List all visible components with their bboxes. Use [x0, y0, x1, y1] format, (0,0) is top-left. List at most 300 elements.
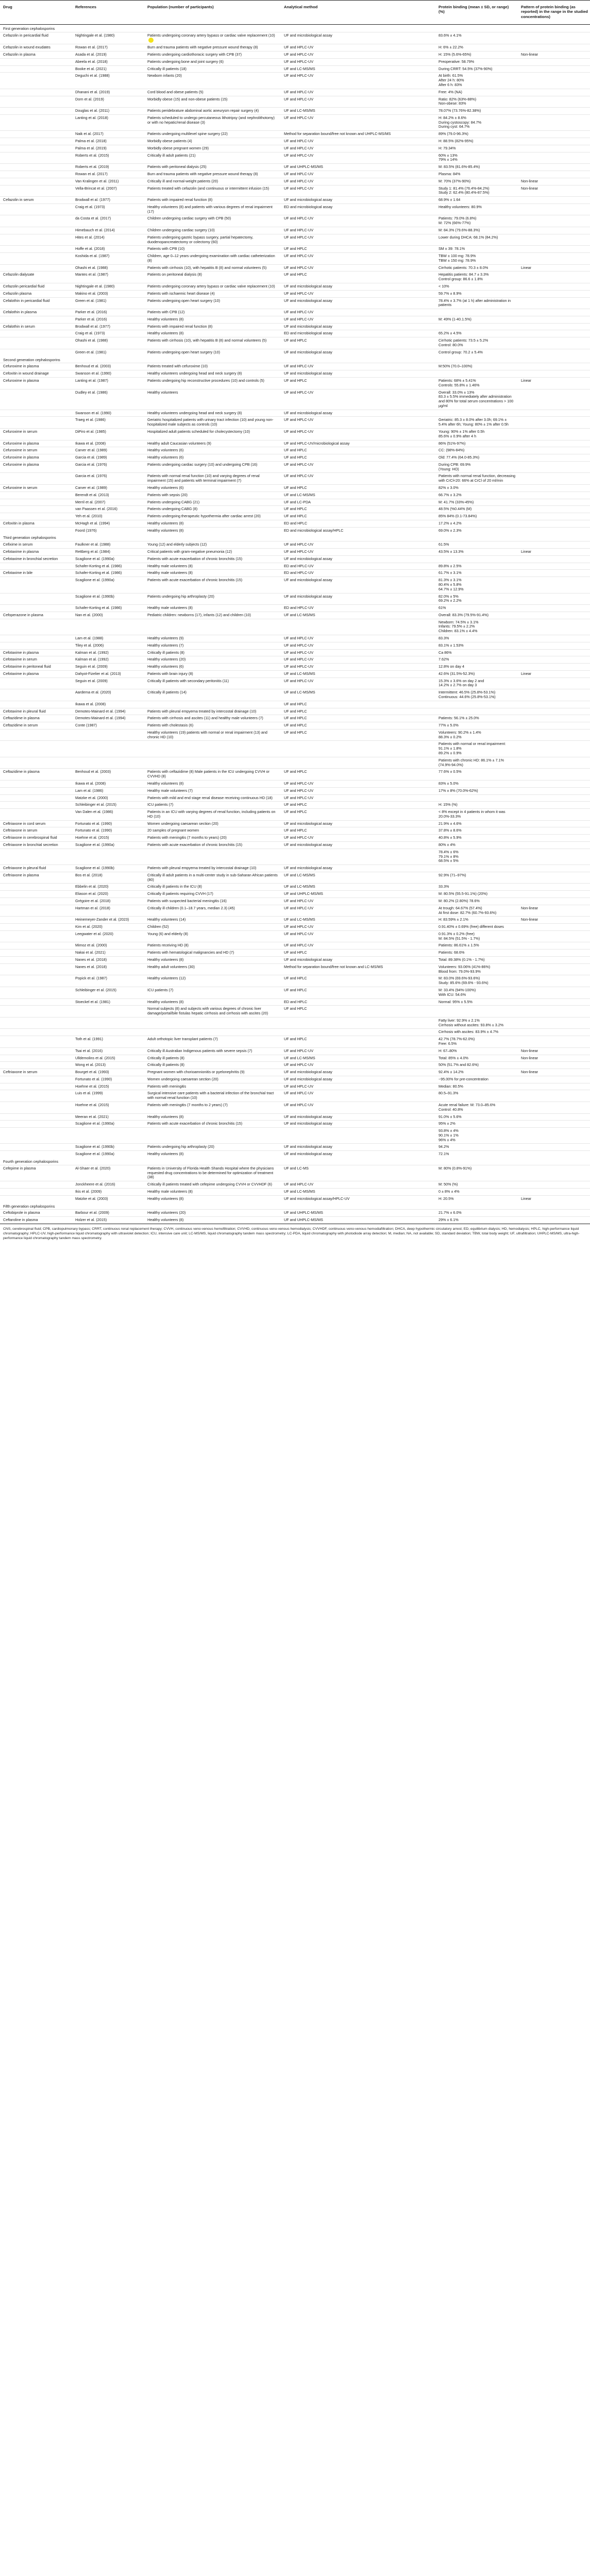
cell-population: Young (12) and elderly subjects (12) [144, 541, 281, 549]
table-row [0, 185, 590, 197]
cell-binding [435, 410, 518, 417]
cell-binding: M: 41.7% (33%-45%) [435, 499, 518, 506]
table-row [0, 1006, 590, 1018]
cell-binding: Median: 80.5% [435, 1083, 518, 1090]
cell-reference: Koshida et al. (1987) [72, 253, 144, 265]
cell-drug [0, 950, 72, 957]
cell-drug: Cefuroxime in serum [0, 447, 72, 454]
cell-pattern [518, 461, 590, 473]
cell-binding: Overall: 83.3% (79.5%-91.4%) [435, 612, 518, 619]
cell-population: Patients with suspected bacterial meningitis (16) [144, 898, 281, 905]
table-row [0, 246, 590, 253]
cell-pattern [518, 701, 590, 708]
cell-drug [0, 1076, 72, 1083]
cell-reference: Lanting et al. (2018) [72, 114, 144, 130]
cell-reference: Schafer-Korting et al. (1986) [72, 570, 144, 577]
cell-drug [0, 330, 72, 337]
cell-method [281, 1029, 435, 1036]
cell-pattern [518, 820, 590, 827]
cell-reference: Parker et al. (2016) [72, 316, 144, 323]
table-row [0, 370, 590, 378]
cell-pattern [518, 1121, 590, 1128]
cell-reference: Douglas et al. (2011) [72, 108, 144, 115]
cell-binding: 61.7% ± 3.1% [435, 570, 518, 577]
cell-method: UF and microbiological assay [281, 1076, 435, 1083]
table-row [0, 520, 590, 527]
cell-population: Critically ill patients treated with cefepime undergoing CVVH or CVVHDF (6) [144, 1181, 281, 1189]
cell-method: UF and HPLC-UV [281, 1083, 435, 1090]
cell-drug [0, 506, 72, 513]
cell-binding: 50% (51.7% and 82.6%) [435, 1062, 518, 1069]
cell-method: UF and HPLC-UV [281, 309, 435, 316]
table-row [0, 708, 590, 715]
cell-population: Patients with cirrhosis and ascites (11) and healthy male volunteers (7) [144, 715, 281, 722]
table-row [0, 410, 590, 417]
cell-method: UF and HPLC [281, 447, 435, 454]
cell-drug [0, 264, 72, 272]
cell-method: UF and HPLC-UV [281, 677, 435, 689]
cell-reference: Traeg et al. (1986) [72, 417, 144, 429]
cell-population: Patients with meningitis (7 months to 2 years) (7) [144, 1102, 281, 1114]
cell-drug: Cefotaxime in plasma [0, 649, 72, 656]
cell-population: Healthy volunteers (6) [144, 664, 281, 671]
cell-method: UF and UHPLC-MS/MS [281, 1210, 435, 1217]
table-row [0, 454, 590, 462]
section-title: First generation cephalosporins [3, 26, 55, 31]
cell-population: Patients undergoing hip arthroplasty (20) [144, 593, 281, 605]
cell-population: Morbidly obese (15) and non-obese patients (15) [144, 96, 281, 108]
cell-population: Geriatric hospitalized patients with urinary tract infection (10) and young non-hospitalized male subjects as controls (10) [144, 417, 281, 429]
table-row [0, 108, 590, 115]
cell-population: Healthy adult Caucasian volunteers (9) [144, 440, 281, 447]
cell-binding: 78.07% (73.76%-82.38%) [435, 108, 518, 115]
table-row [0, 664, 590, 671]
table-row [0, 1195, 590, 1202]
cell-reference: Nightingale et al. (1980) [72, 283, 144, 291]
table-row [0, 164, 590, 171]
cell-drug [0, 593, 72, 605]
cell-drug [0, 802, 72, 809]
table-row [0, 428, 590, 440]
cell-binding: 72.1% [435, 1151, 518, 1158]
cell-population: Healthy volunteers (6) [144, 485, 281, 492]
table-row [0, 884, 590, 891]
cell-binding: 37.8% ± 8.6% [435, 827, 518, 835]
cell-drug [0, 185, 72, 197]
cell-pattern [518, 337, 590, 349]
cell-drug [0, 924, 72, 931]
table-row [0, 835, 590, 842]
cell-pattern [518, 570, 590, 577]
cell-reference: Craig et al. (1973) [72, 330, 144, 337]
cell-pattern [518, 715, 590, 722]
cell-method: UF and HPLC-UV [281, 428, 435, 440]
cell-pattern [518, 316, 590, 323]
table-row [0, 722, 590, 730]
cell-method: UF and microbiological assay [281, 349, 435, 355]
cell-reference: Parker et al. (2016) [72, 309, 144, 316]
cell-population: Healthy adult volunteers (30) [144, 963, 281, 975]
cell-reference: Aardema et al. (2020) [72, 689, 144, 701]
cell-pattern: Non-linear [518, 905, 590, 917]
cell-population: Patients treated with cefazolin (and continuous or intermittent infusion (15) [144, 185, 281, 197]
cell-binding: During CRRT: 54.5% (37%-90%) [435, 65, 518, 73]
cell-drug [0, 499, 72, 506]
cell-binding: 21.7% ± 6.0% [435, 1210, 518, 1217]
cell-pattern [518, 998, 590, 1006]
cell-drug [0, 741, 72, 757]
table-row [0, 975, 590, 987]
cell-pattern [518, 924, 590, 931]
cell-drug: Cefotaxime in bile [0, 570, 72, 577]
cell-population: Patients with acute exacerbation of chronic bronchitis (15) [144, 555, 281, 563]
cell-binding: Control group: 70.2 ± 5.4% [435, 349, 518, 355]
cell-pattern [518, 246, 590, 253]
table-row [0, 1113, 590, 1121]
cell-reference: Garcia et al. (1976) [72, 473, 144, 485]
cell-method: UF and microbiological assay [281, 410, 435, 417]
cell-binding: Lower during DHCA: 68.1% (84.2%) [435, 234, 518, 246]
cell-population: Morbidly obese pregnant women (29) [144, 145, 281, 152]
cell-drug [0, 1090, 72, 1102]
cell-reference: Scaglione et al. (1990a) [72, 1151, 144, 1158]
cell-pattern [518, 197, 590, 204]
cell-population: Women undergoing caesarean section (20) [144, 820, 281, 827]
cell-pattern [518, 492, 590, 499]
cell-drug [0, 635, 72, 642]
cell-drug [0, 1062, 72, 1069]
cell-population: Patients undergoing gastric bypass surgery, partial hepatectomy, duodenopancreatectomy or colectomy (60) [144, 234, 281, 246]
cell-drug [0, 809, 72, 821]
cell-reference: Seguin et al. (2009) [72, 677, 144, 689]
table-row [0, 780, 590, 787]
cell-drug [0, 1055, 72, 1062]
cell-population: Critically ill adult patients in a multi-center study in sub-Saharan African patients (80) [144, 872, 281, 884]
cell-method: UF and microbiological assay [281, 577, 435, 593]
cell-pattern [518, 1036, 590, 1048]
cell-method: UF and HPLC [281, 975, 435, 987]
section-row [0, 24, 590, 32]
cell-binding [435, 865, 518, 872]
cell-population: Patients undergoing coronary artery bypass or cardiac valve replacement (10) [144, 32, 281, 44]
cell-reference: Ulldemolins et al. (2015) [72, 1055, 144, 1062]
cell-method: UF and HPLC [281, 802, 435, 809]
cell-drug: Cefotaxime in plasma [0, 670, 72, 677]
cell-population: Patients with cirrhosis (10), with hepatitis B (8) and normal volunteers (5) [144, 264, 281, 272]
table-body [0, 24, 590, 1224]
cell-pattern [518, 841, 590, 849]
cell-binding: SM ± 39: 78.1% [435, 246, 518, 253]
table-row [0, 272, 590, 283]
cell-binding: Overall: 33.0% ± 13% 83.3 ± 5.5% immediately after administration and 80% for total serum concentrations > 100 µg/ml [435, 389, 518, 410]
cell-binding: Patients: 79.0% (6.8%) M: 72% (66%-77%) [435, 215, 518, 227]
cell-binding: Ratio: 82% (63%-88%) Non-obese: 83% [435, 96, 518, 108]
cell-binding: 77.6% ± 0.5% [435, 769, 518, 781]
cell-method: UF and HPLC-UV [281, 924, 435, 931]
cell-drug [0, 701, 72, 708]
cell-method: Method for separation bound/free not known and LC-MS/MS [281, 963, 435, 975]
table-row [0, 440, 590, 447]
cell-reference: Toth et al. (1991) [72, 1036, 144, 1048]
cell-binding: Patients: 68.6% [435, 950, 518, 957]
cell-drug [0, 171, 72, 178]
cell-binding: 80.5–91.3% [435, 1090, 518, 1102]
cell-reference: Dhanani et al. (2019) [72, 89, 144, 96]
cell-pattern [518, 417, 590, 429]
table-row [0, 52, 590, 59]
cell-pattern [518, 593, 590, 605]
cell-reference: Kalman et al. (1992) [72, 656, 144, 664]
cell-reference: Scaglione et al. (1990a) [72, 555, 144, 563]
table-row [0, 32, 590, 44]
cell-drug [0, 246, 72, 253]
cell-drug: Cefuroxime in plasma [0, 440, 72, 447]
cell-pattern [518, 769, 590, 781]
cell-pattern [518, 506, 590, 513]
cell-method: UF and HPLC-UV [281, 89, 435, 96]
cell-method [281, 741, 435, 757]
cell-drug: Cefazolin plasma [0, 290, 72, 297]
cell-drug [0, 677, 72, 689]
table-row [0, 363, 590, 370]
cell-binding: Ca 86% [435, 649, 518, 656]
cell-reference: Ikawa et al. (2008) [72, 440, 144, 447]
cell-method: UF and HPLC [281, 715, 435, 722]
table-row [0, 1217, 590, 1224]
cell-pattern [518, 1210, 590, 1217]
cell-method: UF and microbiological assay [281, 197, 435, 204]
table-row [0, 642, 590, 649]
cell-binding: Patients with normal or renal impairment: 91.1% ± 1.8% 89.2% ± 0.9% [435, 741, 518, 757]
cell-reference: Luis et al. (1999) [72, 1090, 144, 1102]
cell-drug [0, 975, 72, 987]
cell-drug [0, 108, 72, 115]
cell-population [144, 1128, 281, 1144]
cell-population: Patients with meningitis (7 months to years) (20) [144, 835, 281, 842]
cell-population: Healthy male volunteers (8) [144, 570, 281, 577]
cell-pattern: Non-linear [518, 185, 590, 197]
cell-reference: Mantes et al. (1987) [72, 272, 144, 283]
cell-method: UF and HPLC [281, 377, 435, 389]
cell-drug [0, 114, 72, 130]
cell-method: UF and HPLC-UV [281, 234, 435, 246]
cell-drug [0, 930, 72, 942]
cell-reference [72, 741, 144, 757]
cell-method: UF and HPLC-UV [281, 780, 435, 787]
cell-binding: H: 20.5% [435, 1195, 518, 1202]
cell-pattern [518, 802, 590, 809]
cell-pattern [518, 108, 590, 115]
cell-reference: Dudley et al. (1986) [72, 389, 144, 410]
cell-drug: Cefixime in serum [0, 541, 72, 549]
cell-population: Burn and trauma patients with negative pressure wound therapy (8) [144, 171, 281, 178]
cell-reference: Dahyot-Fizelier et al. (2013) [72, 670, 144, 677]
cell-binding: M: 70% (37%-90%) [435, 178, 518, 185]
cell-population: Critically ill adult patients (21) [144, 152, 281, 164]
cell-method: UF and HPLC-UV [281, 417, 435, 429]
cell-method: UF and HPLC-UV [281, 44, 435, 52]
table-row [0, 1121, 590, 1128]
cell-method: UF and HPLC-UV [281, 178, 435, 185]
cell-reference: Meeran et al. (2021) [72, 1113, 144, 1121]
cell-population: Healthy volunteers undergoing head and neck surgery (8) [144, 370, 281, 378]
table-row [0, 794, 590, 802]
table-row [0, 1029, 590, 1036]
cell-population: Patients with meningitis [144, 1083, 281, 1090]
cell-reference: Schleibinger et al. (2015) [72, 802, 144, 809]
section-row [0, 534, 590, 541]
table-row [0, 1188, 590, 1195]
cell-binding: M: 80.5% (55.5-91.1%) (20%) [435, 891, 518, 898]
table-row [0, 898, 590, 905]
cell-drug [0, 898, 72, 905]
table-row [0, 541, 590, 549]
cell-drug [0, 957, 72, 964]
cell-binding: Young: 90% ± 1% after 0.5h 85.6% ± 0.9% after 4 h [435, 428, 518, 440]
table-row [0, 253, 590, 265]
cell-population: Patients with ceftazidime (8) Male patients in the ICU undergoing CVVH or CVVHD (8) [144, 769, 281, 781]
cell-binding: M: 33.4% (94%-100%) With ICU: 54.6% [435, 987, 518, 998]
header-population: Population (number of participants) [144, 1, 281, 25]
table-row [0, 1062, 590, 1069]
cell-reference: Palma et al. (2019) [72, 145, 144, 152]
cell-pattern [518, 73, 590, 89]
cell-drug [0, 891, 72, 898]
cell-drug: Ceftazidime in plasma [0, 769, 72, 781]
cell-method: UF and microbiological assay [281, 1144, 435, 1151]
cell-binding: 92.4% ± 14.2% [435, 1069, 518, 1076]
cell-drug: Cefuroxime in plasma [0, 377, 72, 389]
cell-method: UF and HPLC-UV [281, 290, 435, 297]
cell-population: Healthy male volunteers (8) [144, 1188, 281, 1195]
cell-reference: Hartman et al. (2018) [72, 905, 144, 917]
cell-drug [0, 1128, 72, 1144]
cell-drug [0, 389, 72, 410]
cell-reference: Lanting et al. (1987) [72, 377, 144, 389]
table-row [0, 827, 590, 835]
cell-method: UF and HPLC-UV [281, 1102, 435, 1114]
cell-method: ED and microbiological assay [281, 204, 435, 215]
table-row [0, 689, 590, 701]
table-row [0, 1047, 590, 1055]
cell-reference: Fortunato et al. (1990) [72, 1076, 144, 1083]
cell-drug [0, 492, 72, 499]
cell-method: UF and HPLC-UV [281, 549, 435, 556]
cell-method: UF and HPLC [281, 337, 435, 349]
cell-reference: Nightingale et al. (1980) [72, 32, 144, 44]
table-row [0, 389, 590, 410]
cell-binding: M: 83.0% (69.6%-93.6%) Study: 85.6% (69.6% - 93.6%) [435, 975, 518, 987]
cell-method: UF and LC-MS/MS [281, 884, 435, 891]
table-row [0, 619, 590, 635]
table-row [0, 549, 590, 556]
header-binding-pattern: Pattern of protein binding (as reported) in the range in the studied concentrations) [518, 1, 590, 25]
cell-pattern [518, 114, 590, 130]
cell-pattern: Non-linear [518, 52, 590, 59]
cell-population: ICU patients (7) [144, 987, 281, 998]
cell-population: Critically ill patients requiring CVVH (17) [144, 891, 281, 898]
cell-binding: H: 83.59% ± 2.1% [435, 917, 518, 924]
cell-pattern [518, 1006, 590, 1018]
table-row [0, 417, 590, 429]
cell-method: UF and microbiological assay [281, 1121, 435, 1128]
cell-drug [0, 963, 72, 975]
cell-method: UF and HPLC [281, 827, 435, 835]
table-row [0, 950, 590, 957]
cell-pattern [518, 309, 590, 316]
cell-population: Healthy volunteers (8) [144, 1217, 281, 1224]
cell-method: UF and HPLC-UV [281, 264, 435, 272]
table-row [0, 337, 590, 349]
cell-method: UF and LC-PDA [281, 499, 435, 506]
protein-binding-table [0, 0, 590, 1224]
cell-reference: Ebbelin et al. (2020) [72, 884, 144, 891]
cell-drug: Cefazolin dialysate [0, 272, 72, 283]
cell-population: Patients with brain injury (8) [144, 670, 281, 677]
cell-population: Critically ill children (0.1–18.7 years, median 2.3) (45) [144, 905, 281, 917]
cell-pattern [518, 447, 590, 454]
cell-binding: H: 15% (%) [435, 802, 518, 809]
cell-reference: Carver et al. (1989) [72, 485, 144, 492]
table-row [0, 1017, 590, 1029]
cell-binding: 42.6% (31.5%-52.3%) [435, 670, 518, 677]
cell-method: UF and LC-MS/MS [281, 108, 435, 115]
cell-drug [0, 1151, 72, 1158]
cell-method: ED and HPLC-UV [281, 563, 435, 570]
cell-method: UF and UHPLC-MS/MS [281, 1217, 435, 1224]
table-row [0, 461, 590, 473]
cell-pattern [518, 722, 590, 730]
cell-method: UF and HPLC-UV [281, 114, 435, 130]
cell-drug [0, 1029, 72, 1036]
cell-binding: Total: 85% ± 4.0% [435, 1055, 518, 1062]
cell-binding: Cirrhotic patients: 70.3 ± 8.0% [435, 264, 518, 272]
cell-population: Cord blood and obese patients (5) [144, 89, 281, 96]
cell-method: UF and HPLC-UV [281, 145, 435, 152]
cell-binding: TBW ± 100 mg: 78.9% TBW ± 150 mg: 78.9% [435, 253, 518, 265]
table-row [0, 957, 590, 964]
cell-binding [435, 555, 518, 563]
cell-binding: Study 1: 81.4% (76.4%-84.2%) Study 2: 62.4% (80.4%-87.5%) [435, 185, 518, 197]
cell-method: UF and microbiological assay [281, 323, 435, 330]
table-row [0, 1036, 590, 1048]
cell-reference: Asada et al. (2019) [72, 52, 144, 59]
table-row [0, 656, 590, 664]
cell-method: UF and UHPLC-MS/MS [281, 164, 435, 171]
cell-reference: Garcia et al. (1976) [72, 461, 144, 473]
table-row [0, 715, 590, 722]
table-header [0, 1, 590, 25]
table-row [0, 757, 590, 769]
cell-method: UF and HPLC-UV [281, 473, 435, 485]
cell-method: ED and HPLC [281, 998, 435, 1006]
cell-reference: Scaglione et al. (1990a) [72, 841, 144, 849]
section-title: Third generation cephalosporins [3, 535, 56, 540]
cell-drug [0, 642, 72, 649]
cell-reference: Benhoud et al. (2003) [72, 769, 144, 781]
cell-drug: Ceftazidime in plasma [0, 715, 72, 722]
cell-pattern [518, 1165, 590, 1181]
cell-method: UF and LC-MS/MS [281, 689, 435, 701]
cell-binding: Normal: 95% ± 5.5% [435, 998, 518, 1006]
cell-pattern [518, 1151, 590, 1158]
cell-drug [0, 527, 72, 534]
table-row [0, 649, 590, 656]
cell-reference: Fortunato et al. (1990) [72, 820, 144, 827]
cell-binding [435, 1006, 518, 1018]
cell-drug [0, 689, 72, 701]
cell-drug [0, 473, 72, 485]
